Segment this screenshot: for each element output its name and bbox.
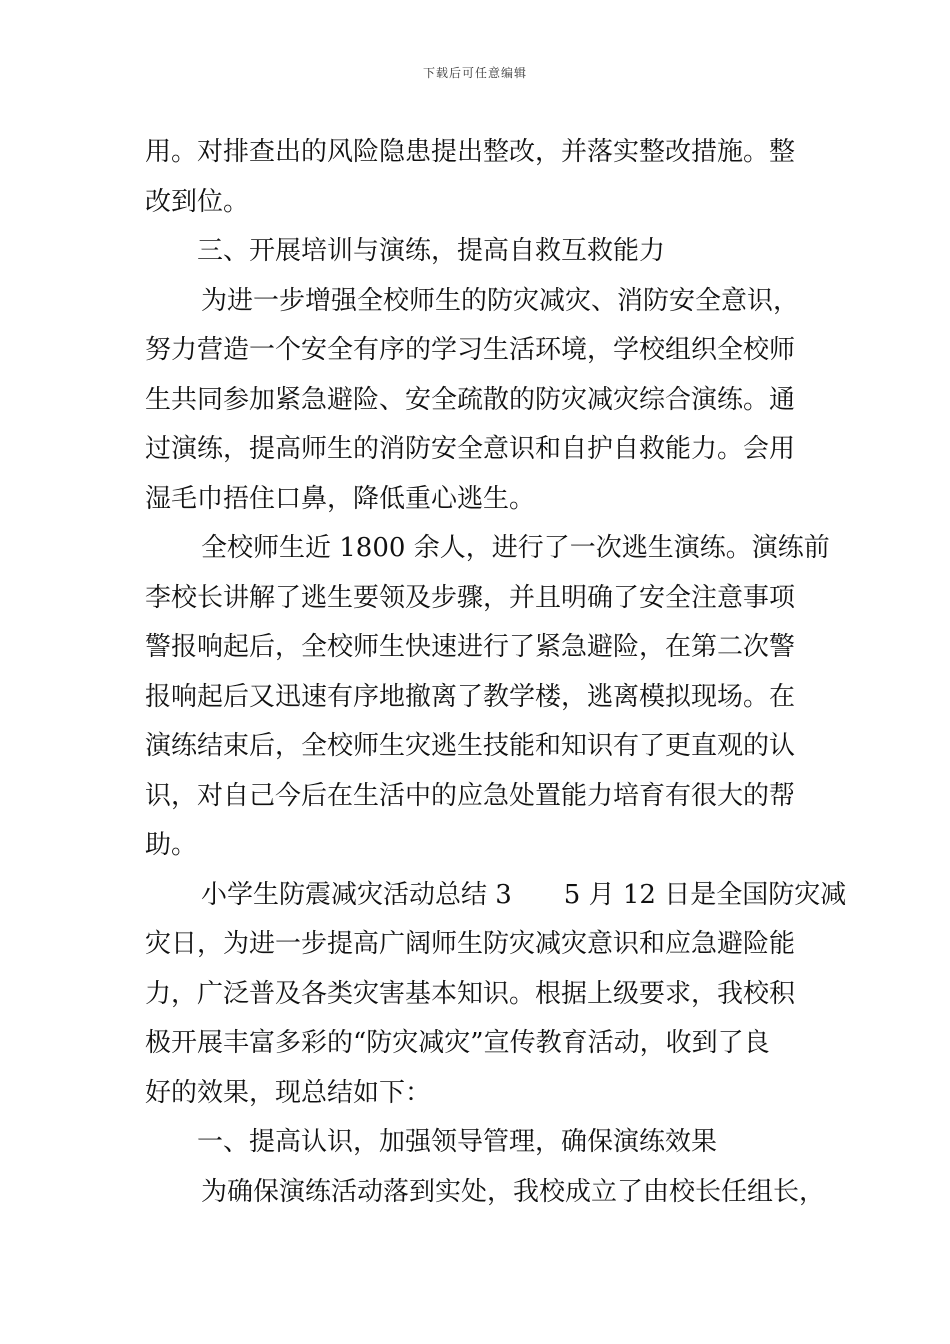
text-line: 为进一步增强全校师生的防灾减灾、消防安全意识，	[201, 285, 800, 316]
text-line: 改到位。	[145, 186, 250, 217]
section-heading: 一、提高认识，加强领导管理，确保演练效果	[197, 1127, 718, 1157]
text-line: 用。对排查出的风险隐患提出整改，并落实整改措施。整	[145, 137, 796, 167]
text-line: 为确保演练活动落到实处，我校成立了由校长任组长，	[201, 1176, 826, 1207]
text-line: 全校师生近 1800 余人，进行了一次逃生演练。演练前	[201, 533, 830, 563]
text-line: 湿毛巾捂住口鼻，降低重心逃生。	[145, 483, 536, 514]
text-line: 过演练，提高师生的消防安全意识和自护自救能力。会用	[145, 434, 796, 464]
text-line: 灾日，为进一步提高广阔师生防灾减灾意识和应急避险能	[145, 929, 796, 959]
text-line: 识，对自己今后在生活中的应急处置能力培育有很大的帮	[145, 780, 796, 811]
text-line: 极开展丰富多彩的“防灾减灾”宣传教育活动，收到了良	[145, 1028, 770, 1058]
document-body	[145, 128, 845, 1217]
page-header: 下载后可任意编辑	[422, 66, 527, 80]
text-line: 努力营造一个安全有序的学习生活环境，学校组织全校师	[145, 335, 796, 365]
text-line: 警报响起后，全校师生快速进行了紧急避险，在第二次警	[145, 632, 796, 662]
text-line: 好的效果，现总结如下：	[145, 1077, 432, 1108]
text-line: 报响起后又迅速有序地撤离了教学楼，逃离模拟现场。在	[145, 681, 796, 712]
section-heading: 三、开展培训与演练，提高自救互救能力	[197, 236, 666, 266]
text-line: 力，广泛普及各类灾害基本知识。根据上级要求，我校积	[145, 978, 796, 1009]
text-line: 小学生防震减灾活动总结 3 5 月 12 日是全国防灾减	[201, 879, 847, 910]
text-line: 李校长讲解了逃生要领及步骤，并且明确了安全注意事项	[145, 582, 796, 613]
text-line: 演练结束后，全校师生灾逃生技能和知识有了更直观的认	[145, 731, 796, 761]
text-line: 生共同参加紧急避险、安全疏散的防灾减灾综合演练。通	[145, 384, 796, 415]
text-line: 助。	[145, 830, 198, 860]
